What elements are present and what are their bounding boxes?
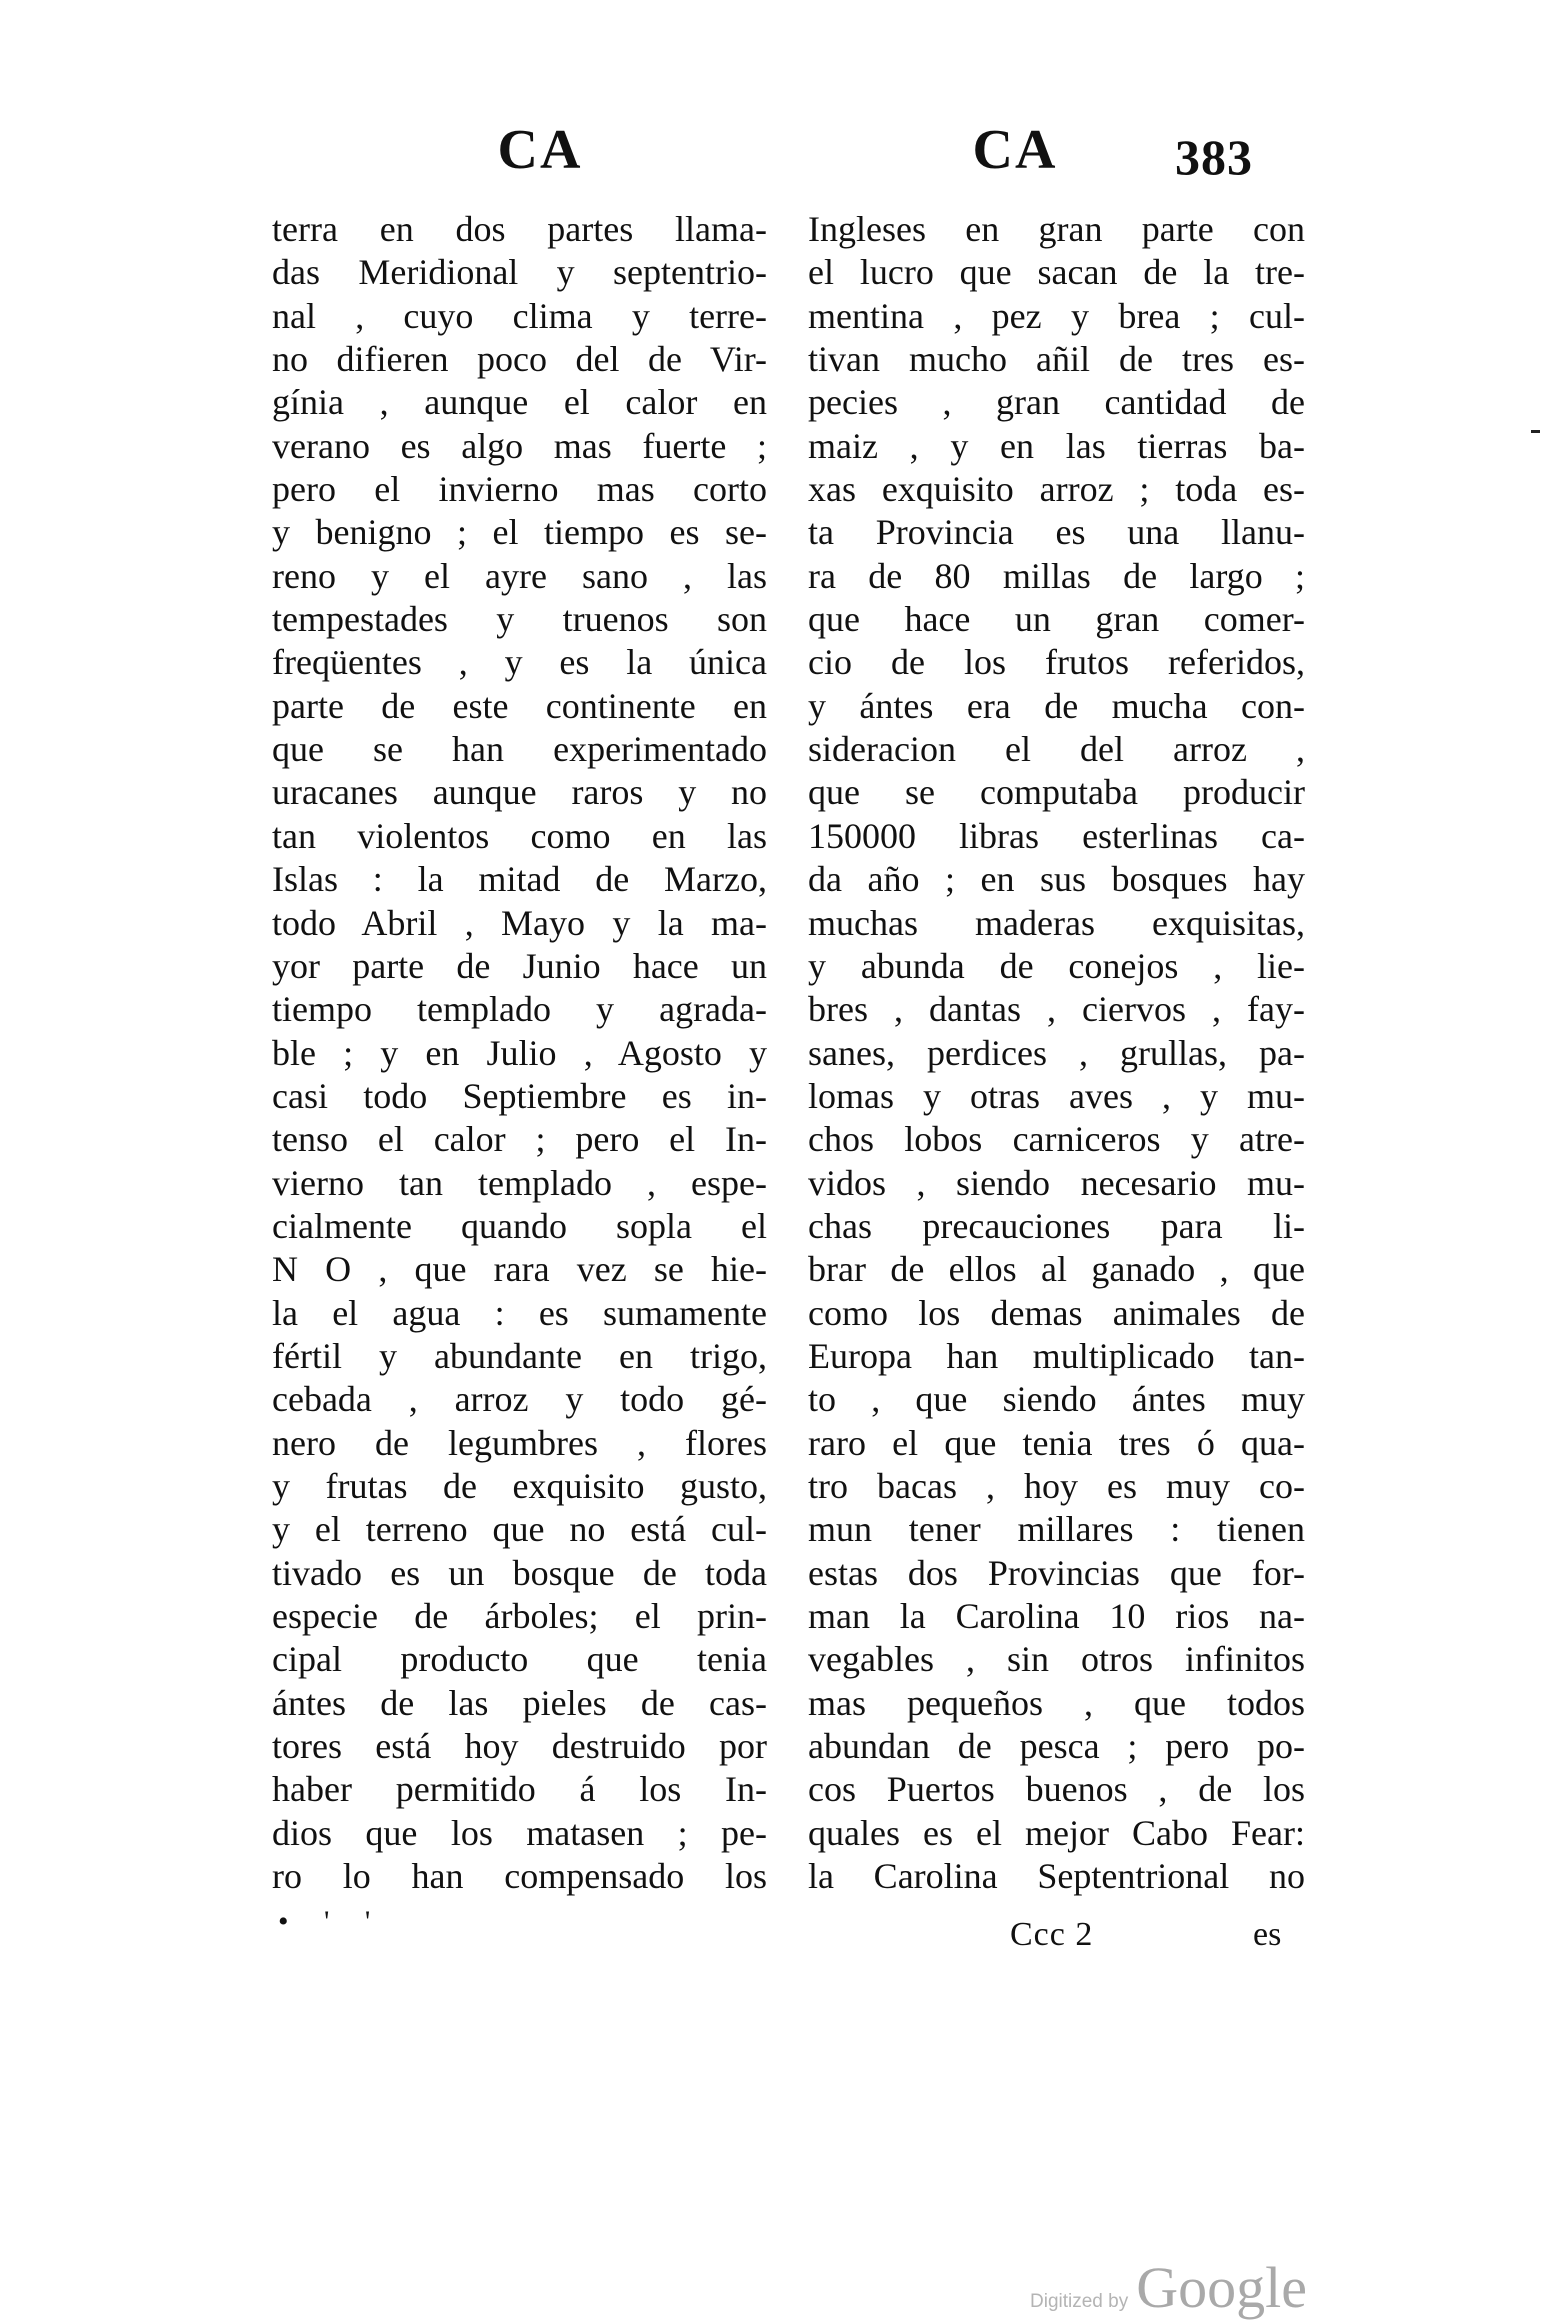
text-line: como los demas animales de [808, 1292, 1305, 1333]
text-line: que hace un gran comer- [808, 599, 1305, 640]
google-logo: Google [1136, 2255, 1307, 2320]
text-line: y frutas de exquisito gusto, [272, 1465, 767, 1506]
text-column-left [272, 208, 767, 1898]
text-line: y benigno ; el tiempo es se- [272, 512, 767, 553]
text-line: vierno tan templado , espe- [272, 1162, 767, 1203]
text-line: abundan de pesca ; pero po- [808, 1726, 1305, 1767]
text-line: fértil y abundante en trigo, [272, 1335, 767, 1376]
text-line: mentina , pez y brea ; cul- [808, 295, 1305, 336]
text-line: yor parte de Junio hace un [272, 945, 767, 986]
watermark-prefix: Digitized by [1030, 2291, 1129, 2312]
text-line: lomas y otras aves , y mu- [808, 1075, 1305, 1116]
text-line: parte de este continente en [272, 685, 767, 726]
margin-mark [1531, 430, 1540, 433]
text-line: ta Provincia es una llanu- [808, 512, 1305, 553]
page-number: 383 [1175, 129, 1253, 185]
text-line: todo Abril , Mayo y la ma- [272, 902, 767, 943]
text-line: tores está hoy destruido por [272, 1726, 767, 1767]
text-line: cialmente quando sopla el [272, 1205, 767, 1246]
text-line: muchas maderas exquisitas, [808, 902, 1305, 943]
text-line: la Carolina Septentrional no [808, 1856, 1305, 1897]
text-line: que se computaba producir [808, 772, 1305, 813]
text-line: tiempo templado y agrada- [272, 989, 767, 1030]
text-line: ra de 80 millas de largo ; [808, 555, 1305, 596]
text-line: reno y el ayre sano , las [272, 555, 767, 596]
text-line: haber permitido á los In- [272, 1769, 767, 1810]
text-line: das Meridional y septentrio- [272, 252, 767, 293]
text-line: maiz , y en las tierras ba- [808, 425, 1305, 466]
text-line: Islas : la mitad de Marzo, [272, 859, 767, 900]
text-line: la el agua : es sumamente [272, 1292, 767, 1333]
text-line: pero el invierno mas corto [272, 469, 767, 510]
text-line: y ántes era de mucha con- [808, 685, 1305, 726]
text-line: uracanes aunque raros y no [272, 772, 767, 813]
text-line: chos lobos carniceros y atre- [808, 1119, 1305, 1160]
text-column-right [808, 208, 1305, 1898]
digitization-watermark [1030, 2254, 1307, 2321]
text-line: terra en dos partes llama- [272, 209, 767, 249]
text-line: y abunda de conejos , lie- [808, 945, 1305, 986]
running-head-left: CA [497, 119, 583, 181]
text-line: no difieren poco del de Vir- [272, 339, 767, 380]
text-line: especie de árboles; el prin- [272, 1596, 767, 1636]
text-line: gínia , aunque el calor en [272, 382, 767, 423]
text-line: ántes de las pieles de cas- [272, 1682, 767, 1723]
text-line: to , que siendo ántes muy [808, 1379, 1305, 1420]
text-line: el lucro que sacan de la tre- [808, 252, 1305, 293]
text-line: Europa han multiplicado tan- [808, 1335, 1305, 1376]
text-line: casi todo Septiembre es in- [272, 1075, 767, 1116]
text-line: N O , que rara vez se hie- [272, 1249, 767, 1290]
text-line: mas pequeños , que todos [808, 1682, 1305, 1723]
text-line: raro el que tenia tres ó qua- [808, 1422, 1305, 1463]
text-line: Ingleses en gran parte con [808, 209, 1305, 249]
text-line: brar de ellos al ganado , que [808, 1249, 1305, 1290]
text-line: ble ; y en Julio , Agosto y [272, 1032, 767, 1073]
text-line: nal , cuyo clima y terre- [272, 295, 767, 336]
text-line: estas dos Provincias que for- [808, 1552, 1305, 1593]
text-line: da año ; en sus bosques hay [808, 859, 1305, 900]
text-line: nero de legumbres , flores [272, 1422, 767, 1463]
text-line: cos Puertos buenos , de los [808, 1769, 1305, 1810]
text-line: tenso el calor ; pero el In- [272, 1119, 767, 1160]
text-line: freqüentes , y es la única [272, 642, 767, 683]
text-line: pecies , gran cantidad de [808, 382, 1305, 423]
running-head-right: CA [972, 119, 1058, 181]
text-line: tempestades y truenos son [272, 599, 767, 640]
text-line: bres , dantas , ciervos , fay- [808, 989, 1305, 1030]
ink-marks: • ' ' [278, 1905, 385, 1938]
text-line: quales es el mejor Cabo Fear: [808, 1812, 1305, 1853]
catchword: es [1253, 1916, 1282, 1953]
signature-mark: Ccc 2 [1010, 1916, 1094, 1953]
text-line: tan violentos como en las [272, 815, 767, 856]
text-line: que se han experimentado [272, 729, 767, 770]
text-line: chas precauciones para li- [808, 1205, 1305, 1246]
text-line: tro bacas , hoy es muy co- [808, 1465, 1305, 1506]
text-line: y el terreno que no está cul- [272, 1509, 767, 1550]
text-line: tivan mucho añil de tres es- [808, 339, 1305, 380]
text-line: ro lo han compensado los [272, 1856, 767, 1897]
text-line: xas exquisito arroz ; toda es- [808, 469, 1305, 510]
text-line: tivado es un bosque de toda [272, 1552, 767, 1593]
text-line: cebada , arroz y todo gé- [272, 1379, 767, 1420]
text-line: sideracion el del arroz , [808, 729, 1305, 770]
text-line: vidos , siendo necesario mu- [808, 1162, 1305, 1203]
text-line: vegables , sin otros infinitos [808, 1639, 1305, 1680]
text-line: man la Carolina 10 rios na- [808, 1596, 1305, 1636]
text-line: sanes, perdices , grullas, pa- [808, 1032, 1305, 1073]
text-line: cipal producto que tenia [272, 1639, 767, 1680]
text-line: dios que los matasen ; pe- [272, 1812, 767, 1853]
text-line: 150000 libras esterlinas ca- [808, 815, 1305, 856]
text-line: cio de los frutos referidos, [808, 642, 1305, 683]
text-line: verano es algo mas fuerte ; [272, 425, 767, 466]
text-line: mun tener millares : tienen [808, 1509, 1305, 1550]
